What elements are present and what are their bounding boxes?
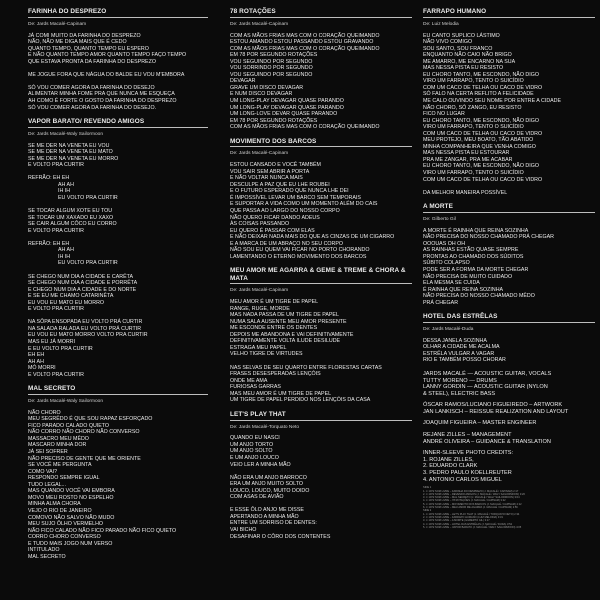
lyrics: [28, 33, 208, 112]
lyric-line: E SE EU ME CHAMO CATARINÊTA: [28, 293, 114, 300]
lyric-line: INTITULADO: [28, 547, 60, 554]
fineprint-line: 1. ℗ 1972 SOM LIVRE – FARINHA DO DESPREZO (J. MACALÉ / CAPINAM) 2:17: [423, 489, 519, 493]
lyric-line: AH AH: [58, 181, 74, 188]
lyric-line: ME CALO OUVINDO SEU NOME POR ENTRE A CIDADE: [423, 97, 562, 104]
title-divider: [28, 17, 208, 18]
lyric-line: AS RAINHAS ESTÃO QUASE SEMPRE: [423, 247, 519, 254]
lyric-line: LAMENTANDO O ETERNO MOVIMENTO DOS BARCOS: [230, 253, 367, 260]
lyric-line: COM UM CACO DE TELHA OU CACO DE VIDRO: [423, 84, 543, 91]
lyric-line: ESTOU CANSADO E VOCÊ TAMBÉM: [230, 162, 321, 169]
lyric-line: DESSA JANELA SOZINHA: [423, 337, 487, 344]
lyric-line: EM 78 POR SEGUNDO ROTAÇÕES: [230, 117, 318, 124]
lyric-line: CORRO CHORO CONVERSO: [28, 534, 101, 541]
lyric-line: UM ANJO TORTO: [230, 441, 274, 448]
lyric-line: VOU SEGUINDO POR SEGUNDO: [230, 58, 313, 65]
lyric-line: MASSACRO MEU MÊDO: [28, 435, 89, 442]
lyric-line: E NUM DISCO DEVAGAR: [230, 91, 293, 98]
lyric-line: IH IH: [58, 188, 71, 195]
credit-line: 4. ANTONIO CARLOS MIGUEL: [423, 476, 502, 483]
lyric-line: SE TOCAR UM XAXADO EU XAXO: [28, 214, 114, 221]
lyric-line: PODE SER A FORMA DA MORTE CHEGAR: [423, 266, 529, 273]
lyric-line: SE VOCÊ ME PERGUNTA: [28, 462, 92, 469]
lyric-line: NÃO FICO CALADO NÃO FICO PARADO NÃO FICO QUIETO: [28, 527, 177, 534]
lyrics: [230, 33, 412, 131]
lyric-line: ESTRÊLA VULGAR A VAGAR: [423, 350, 495, 357]
lyric-line: MINHA ALMA CHORA: [28, 501, 81, 508]
lyric-line: QUE ESTAVA PRONTA DA FARINHA DO DESPREZO: [28, 58, 156, 65]
lyric-line: QUANDO EU NASCI: [230, 435, 280, 442]
lyric-line: E ESSE ÔLO ANJO ME DISSE: [230, 507, 304, 514]
lyrics: [423, 33, 595, 197]
song-title: MAL SECRETO: [28, 385, 76, 393]
lyric-line: ALIMENTAR MINHA FOME PRA QUE NUNCA ME ESQUEÇA: [28, 91, 175, 98]
lyric-line: PRÁ CHEGAR: [423, 299, 459, 306]
lyric-line: MAS MEU AMOR É UM TIGRE DE PAPEL: [230, 390, 332, 397]
title-divider: [230, 17, 412, 18]
lyric-line: JÁ COMI MUITO DA FARINHA DO DESPREZO: [28, 32, 141, 39]
lyric-line: E TUDO MAIS JOGO NUM VERSO: [28, 540, 113, 547]
lyric-line: COM UM CACO DE TELHA OU CACO DE VIDRO: [423, 176, 543, 183]
title-divider: [423, 322, 595, 323]
lyric-line: GRAVE UM DISCO DEVAGAR: [230, 84, 304, 91]
lyric-line: E EU VOLTO PRA CURTIR: [28, 345, 93, 352]
lyric-line: ONDE ME AMA: [230, 377, 268, 384]
song-credit: De: Luiz Melodia: [423, 21, 459, 27]
song-block: [230, 138, 412, 261]
lyric-line: MAS NADA PASSA DE UM TIGRE DE PAPEL: [230, 312, 339, 319]
lyric-line: VOU SORRINDO POR SEGUNDO: [230, 65, 313, 72]
lyric-line: EU VOLTO PRA CURTIR: [58, 194, 118, 201]
lyric-line: E VOLTO PRA CURTIR: [28, 306, 84, 313]
lyric-line: ESTRAGA MEU PAPEL: [230, 344, 287, 351]
lyric-line: SE ME DER NA VENETA EU VOU: [28, 142, 110, 149]
lyric-line: E O FUTURO ESPERADO QUE NUNCA LHE DEI: [230, 188, 349, 195]
credit-line: LANNY GORDIN — ACOUSTIC GUITAR (NYLON: [423, 384, 548, 391]
lyric-line: VEIO LER A MINHA MÃO: [230, 461, 291, 468]
lyric-line: REFRÃO: EH EH: [28, 175, 70, 182]
fineprint-line: 5. ℗ 1972 SOM LIVRE – VAPOR BARATO (J. MACALÉ / WALY SAILORMOON) 4:05: [423, 525, 522, 529]
lyric-line: SE ME DER NA VENETA EU MORRO: [28, 155, 119, 162]
credit-line: 3. PEDRO PAULO KOELLREUTER: [423, 470, 512, 477]
song-title: FARINHA DO DESPREZO: [28, 8, 107, 15]
title-divider: [28, 394, 208, 395]
lyric-line: EM 78 POR SEGUNDO ROTAÇÕES: [230, 52, 318, 59]
lyric-line: ELA MESMA SE CUIDA: [423, 280, 480, 287]
lyric-line: DESCULPE A PAZ QUE EU LHE ROUBEI: [230, 181, 330, 188]
lyric-line: NÃO PRECISA DO NOSSO CHAMADO MÊDO: [423, 293, 535, 300]
lyric-line: VOU SEGUINDO POR SEGUNDO: [230, 71, 313, 78]
lyric-line: COM AS MÃOS FRIAS MAS COM O CORAÇÃO QUEIMANDO: [230, 124, 380, 131]
lyric-line: COM AS MÃOS FRIAS MAS COM O CORAÇÃO QUEIMANDO: [230, 32, 380, 39]
lyric-line: SÓ VOU COMER AGORA DA FARINHA DO DESEJO.: [28, 104, 157, 111]
lyric-line: NÃO, NÃO ME DIGA MAIS QUE É CEDO: [28, 39, 127, 46]
credit-line: INNER-SLEEVE PHOTO CREDITS:: [423, 450, 514, 457]
fineprint-line: 3. ℗ 1972 SOM LIVRE – MAL SECRETO (J. MACALÉ / WALY SAILORMOON) 3:04: [423, 496, 520, 500]
lyric-line: AH AH: [58, 247, 74, 254]
album-credits: [423, 371, 595, 483]
title-divider: [230, 420, 412, 421]
lyric-line: PRONTAS AO CHAMADO DOS SÚDITOS: [423, 253, 524, 260]
lyric-line: EU VOU EU MATO EU MORRO: [28, 299, 105, 306]
lyric-line: EU CHORO TANTO, ME ESCONDO, NÃO DIGO: [423, 71, 539, 78]
lyric-line: EU CANTO SUPLICO LÁSTIMO: [423, 32, 500, 39]
lyric-line: MAS NESSA PISTA EU RESISTO: [423, 65, 504, 72]
lyric-line: EU CHORO TANTO, ME ESCONDO, NÃO DIGO: [423, 117, 539, 124]
lyric-line: FRASES DESESPERADAS LENÇÓIS: [230, 371, 321, 378]
lyric-line: UM ANJO SOLTO: [230, 448, 273, 455]
lyric-line: COM AS MÃOS FRIAS MAS COM O CORAÇÃO QUEIMANDO: [230, 45, 380, 52]
lyrics: [423, 338, 595, 364]
lyric-line: UM LONG-PLAY DEVAGAR QUASE PARANDO: [230, 97, 344, 104]
lyric-line: FICO NO LUGAR: [423, 111, 465, 118]
lyric-line: É IMPOSSÍVEL LEVAR UM BARCO SEM TEMPORAIS: [230, 194, 361, 201]
lyric-line: NÃO PRECISO DE GENTE QUE ME ORIENTE: [28, 455, 141, 462]
lyric-line: NAS SELVAS DE SEU QUARTO ENTRE FLORESTAS CARTAS: [230, 364, 382, 371]
lyric-line: NÃO CHORO: [28, 409, 61, 416]
lyric-line: EU CHORO TANTO, ME ESCONDO, NÃO DIGO: [423, 163, 539, 170]
lyric-line: COMO VAI?: [28, 468, 58, 475]
lyric-line: MAS NESSA PISTA EU ESTOURAR: [423, 150, 510, 157]
lyric-line: É RAINHA QUE REINA SOZINHA: [423, 286, 504, 293]
song-credit: De: Jards Macalé-Capinam: [230, 151, 289, 157]
fineprint-line: SIDE 1: [423, 486, 432, 490]
lyrics: [423, 228, 595, 307]
lyric-line: E UM ANJO LOUCO: [230, 455, 279, 461]
lyric-line: NUMA SALA AUSENTE MEU AMOR PRESENTE: [230, 318, 347, 325]
credit-line: JAN LANKISCH – REISSUE REALIZATION AND LAYOUT: [423, 408, 569, 415]
lyric-line: VIRO UM FARRAPO, TENTO O SUICÍDIO: [423, 78, 524, 85]
lyric-line: PRA ME ZANGAR, PRA ME ACABAR: [423, 156, 513, 163]
lyric-line: MASCARO MINHA DOR: [28, 442, 87, 449]
lyric-line: DEPOIS ME ABANDONA E VAI DEFINITIVAMENTE: [230, 331, 354, 338]
song-block: [423, 203, 595, 306]
lyric-line: SE ME DER NA VENETA EU MATO: [28, 149, 113, 156]
song-credit: De: Jards Macalé-Waly Sailormoon: [28, 398, 103, 404]
lyric-line: UM LONG-LOVE DEVAR QUASE PARANDO: [230, 111, 338, 118]
lyric-line: VAI BICHO: [230, 527, 257, 534]
lyric-line: E NÃO DEIXAR NADA MAIS DO QUE AS CINZAS DE UM CIGARRO: [230, 234, 395, 241]
column-right: [423, 8, 595, 529]
credit-line: JOAQUIM FIGUEIRA – MASTER ENGINEER: [423, 420, 537, 427]
lyric-line: COM UM CACO DE TELHA OU CACO DE VIDRO: [423, 130, 543, 137]
lyrics: [230, 299, 412, 404]
song-credit: De: Jards Macalé-Duda: [423, 326, 474, 332]
lyric-line: EH EH: [28, 352, 45, 359]
song-credit: De: Jards Macalé-Capinam: [230, 21, 289, 27]
lyric-line: E VOLTO PRA CURTIR: [28, 371, 84, 378]
lyric-line: ME JOGUE FORA QUE NÁGUA DO BALDE EU VOU M'EMBORA: [28, 71, 185, 78]
lyric-line: FICO PARADO CALADO QUIETO: [28, 422, 110, 429]
lyric-line: MÓ MORRI: [28, 365, 56, 372]
song-title: HOTEL DAS ESTRÊLAS: [423, 313, 498, 321]
lyric-line: DA MELHOR MANEIRA POSSÍVEL: [423, 189, 508, 196]
lyric-line: ÀS COISAS PASSANDO: [230, 221, 290, 228]
lyric-line: ME ESCONDE ENTRE OS DENTES: [230, 325, 318, 332]
fineprint-line: 3. ℗ 1972 SOM LIVRE – A MORTE (GILBERTO GIL) 3:17: [423, 519, 490, 523]
lyric-line: EU VOLTO PRA CURTIR: [58, 260, 118, 267]
lyric-line: UM TIGRE DE PAPEL PERDIDO NOS LENÇÓIS DA CASA: [230, 397, 371, 404]
lyric-line: NÃO ERA UM ANJO BARROCO: [230, 474, 307, 481]
lyric-line: MEU AMOR É UM TIGRE DE PAPEL: [230, 299, 319, 306]
lyric-line: RESPONDO SEMPRE IGUAL: [28, 475, 100, 482]
lyric-line: NA SÔPA ENSOPADA EU VOLTO PRÁ CURTIR: [28, 319, 143, 326]
song-block: [28, 118, 208, 378]
song-title: MOVIMENTO DOS BARCOS: [230, 137, 317, 145]
lyric-line: EU VOU EU MATO MORRO VOLTO PRA CURTIR: [28, 332, 148, 339]
song-credit: De: Jards Macalé-Capinam: [28, 21, 87, 27]
lyric-line: SE TOCAR ALGUM XOTE EU TOU: [28, 208, 113, 215]
lyric-line: RANGE, RUGE, MORDE: [230, 305, 290, 312]
lyric-line: QUANTO TEMPO, QUANTO TEMPO EU ESPERO: [28, 45, 149, 52]
song-title: MEU AMOR ME AGARRA & GEME & TREME & CHORA & MATA: [230, 267, 406, 282]
lyric-line: NÃO PRECISA DO NOSSO CHAMADO PRÁ CHEGAR: [423, 234, 554, 241]
lyric-line: IH IH: [58, 253, 71, 260]
song-block: [423, 313, 595, 364]
song-block: [423, 8, 595, 196]
song-title: VAPOR BARATO/ REVENDO AMIGOS: [28, 118, 145, 126]
credit-line: 1. ROJANE ZILLES,: [423, 456, 474, 463]
fineprint-line: SIDE 2: [423, 509, 432, 513]
column-middle: [230, 8, 412, 547]
lyric-line: MAS QUANDO VOCÊ VAI EMBORA: [28, 488, 115, 495]
lyric-line: SE CHEGO NUM DIA A CIDADE E CARÊTA: [28, 273, 133, 280]
song-title: FARRAPO HUMANO: [423, 8, 487, 15]
song-block: [230, 411, 412, 540]
song-block: [28, 8, 208, 111]
lyric-line: MAL SECRETO: [28, 553, 66, 560]
lyric-line: MEU PROTEJO, MEU BOATO, TÃO ABATIDO: [423, 137, 534, 144]
lyric-line: TUDO LEGAL...: [28, 481, 66, 488]
title-divider: [230, 146, 412, 147]
lyric-line: AH AH: [28, 358, 44, 365]
lyric-line: SE CAIR ALGUM CÔCO EU CORRO: [28, 221, 117, 228]
lyric-line: COM ASAS DE AVIÃO: [230, 494, 284, 501]
lyric-line: E VOLTO PRA CURTIR: [28, 162, 84, 169]
lyric-line: E VOLTO PRA CURTIR: [28, 227, 84, 234]
lyric-line: SÓ FALO NA CERTA REFLITO A FELICIDADE: [423, 91, 534, 98]
lyric-line: VOU SAIR SEM ABRIR A PORTA: [230, 168, 310, 175]
title-divider: [423, 17, 595, 18]
lyric-line: NÃO PRECISA DE MUITO CUIDADO: [423, 273, 513, 280]
fineprint-line: 5. ℗ 1972 SOM LIVRE – MOVIMENTO DOS BARCOS (J. MACALÉ / CAPINAM) 4:12: [423, 502, 522, 506]
fineprint-line: 6. ℗ 1972 SOM LIVRE – MEU AMOR ME AGARRA (J. MACALÉ / CAPINAM) 2:56: [423, 506, 518, 510]
lyric-line: VELHO TIGRE DE VIRTUDES: [230, 351, 303, 358]
song-title: 78 ROTAÇÕES: [230, 8, 276, 15]
lyric-line: VIRO UM FARRAPO, TENTO O SUICÍDIO: [423, 169, 524, 176]
credit-line: ANDRÉ OLIVEIRA – GUIDANCE & TRANSLATION: [423, 438, 551, 445]
song-credit: De: Gilberto Gil: [423, 216, 456, 222]
song-credit: De: Jards Macalé-Capinam: [230, 288, 289, 294]
lyric-line: OLHAR A CIDADE ME ACALMA: [423, 344, 500, 351]
lyric-line: APERTANDO A MINHA MÃO: [230, 513, 299, 520]
lyric-line: ENTRE UM SORRISO DE DENTES:: [230, 520, 317, 527]
title-divider: [423, 212, 595, 213]
lyric-line: NÃO QUERO FICAR DANDO ADEUS: [230, 214, 320, 221]
lyric-line: ERA UM ANJO MUITO SOLTO: [230, 481, 303, 488]
lyric-line: A MORTE É RAINHA QUE REINA SOZINHA: [423, 227, 529, 234]
column-left: [28, 8, 208, 567]
lyric-line: ESTOU AMANDO ESTOU PASSANDO ESTOU GRAVANDO: [230, 39, 374, 46]
lyric-line: FURIOSAS GARRAS: [230, 384, 281, 391]
lyric-line: RIO E TAMBÉM POSSO CHORAR: [423, 357, 506, 364]
credit-line: JARDS MACALÉ — ACOUSTIC GUITAR, VOCALS: [423, 370, 552, 377]
credit-line: & STEEL), ELECTRIC BASS: [423, 390, 496, 397]
song-title: A MORTE: [423, 203, 453, 211]
lyric-line: NÃO CORRO NÃO CHORO NÃO CONVERSO: [28, 429, 140, 436]
fineprint-line: 2. ℗ 1972 SOM LIVRE – REVENDO AMIGOS (J. MACALÉ / WALY SAILORMOON) 3:20: [423, 492, 525, 496]
track-fineprint: [423, 486, 595, 529]
lyric-line: ENQUANTO NÃO CAIO NÃO BRIGO: [423, 52, 512, 59]
song-credit: De: Jards Macalé-Torquato Neto: [230, 424, 300, 430]
credit-line: REJANE ZILLES – MANAGEMENT: [423, 432, 512, 439]
lyric-line: EU QUERO É PASSAR COM ELAS: [230, 227, 315, 234]
song-title: LET'S PLAY THAT: [230, 410, 286, 418]
song-credit: De: Jards Macalé-Waly Sailormoon: [28, 131, 103, 137]
lyric-line: SOU SANTO, SOU FRANCO: [423, 45, 493, 52]
lyric-line: ME AMARRO, ME ENCARNO NA SUA: [423, 58, 516, 65]
lyric-line: REFRÃO: EH EH: [28, 240, 70, 247]
lyrics: [230, 435, 412, 540]
lyric-line: E NÃO QUANTO TEMPO AMOR QUANTO TEMPO FAÇO TEMPO: [28, 52, 187, 59]
lyric-line: MEU SEGRÊDO É QUE SOU RAPAZ ESFORÇADO: [28, 416, 153, 423]
fineprint-line: 4. ℗ 1972 SOM LIVRE – 78 ROTAÇÕES (J. MACALÉ / CAPINAM) 3:22: [423, 499, 506, 503]
lyric-line: MEU SUJO ÔLHO VERMELHO: [28, 521, 104, 528]
lyric-line: OOOUAS OH OH: [423, 240, 466, 247]
lyric-line: NÃO CHORO, SÓ ZANGO, EU RESISTO: [423, 104, 522, 111]
credit-line: 2. EDUARDO CLARK: [423, 463, 478, 470]
lyric-line: COMOVO NÃO SALVO NÃO MUDO: [28, 514, 115, 521]
credit-line: ÓSCAR RAMOS/LUCIANO FIGUEIREDO – ARTWORK: [423, 402, 563, 409]
lyric-line: E A MARCA DE UM ABRAÇO NO SEU CORPO: [230, 240, 344, 247]
lyric-line: NÃO SOU EU QUEM VAI FICAR NO PORTO CHORANDO: [230, 247, 370, 254]
credit-line: TUTTY MORENO — DRUMS: [423, 377, 497, 384]
fineprint-line: 2. ℗ 1972 SOM LIVRE – FARRAPO HUMANO (LUIZ MELODIA) 3:31: [423, 515, 503, 519]
lyric-line: SE CHEGO NUM DIA A CIDADE E PORRÊTA: [28, 280, 138, 287]
lyric-line: MINHA COMPANHEIRA QUE VENHA COMIGO: [423, 143, 536, 150]
lyric-line: MAS EU JÁ MORRI: [28, 338, 76, 345]
lyric-line: UM LONG-PLAY DEVAGAR QUASE PARANDO: [230, 104, 344, 111]
song-block: [28, 385, 208, 560]
lyrics: [230, 162, 412, 260]
lyric-line: MOVO MEU ROSTO NO ESPELHO: [28, 494, 114, 501]
lyric-line: QUE PASSA AO LARGO DO NOSSO CORPO: [230, 208, 340, 215]
lyric-line: E NÃO VOLTAR NUNCA MAIS: [230, 175, 303, 182]
song-block: [230, 8, 412, 131]
lyrics: [28, 410, 208, 561]
lyric-line: VIRO UM FARRAPO, TENTO O SUICÍDIO: [423, 124, 524, 131]
lyric-line: DEVAGAR: [230, 78, 256, 85]
lyric-line: VEJO O RIO DE JANEIRO: [28, 507, 92, 514]
title-divider: [28, 127, 208, 128]
lyric-line: DESAFINAR O CÔRO DOS CONTENTES: [230, 533, 331, 540]
lyric-line: E CHEGO NUM DIA A CIDADE E DO NORTE: [28, 286, 137, 293]
lyric-line: NÃO VIVO COMIGO: [423, 39, 473, 46]
lyric-line: LOUCO, LOUCO, MUITO DOIDO: [230, 487, 310, 494]
lyric-line: AH COMO É FORTE O GOSTO DA FARINHA DO DESPREZO: [28, 97, 177, 104]
lyric-line: SÓ VOU COMER AGORA DA FARINHA DO DESEJO: [28, 84, 155, 91]
lyric-line: SÚBITO COLAPSO: [423, 260, 470, 267]
lyric-line: E SUPORTAR A VIDA COMO UM MOMENTO ALÉM DO CAIS: [230, 201, 378, 208]
fineprint-line: 4. ℗ 1972 SOM LIVRE – HOTEL DAS ESTRÊLAS (J. MACALÉ / DUDA) 3:52: [423, 522, 513, 526]
lyric-line: DEFINITIVAMENTE VOLTA ILUDE DESILUDE: [230, 338, 341, 345]
lyric-line: JÁ SEI SOFRER: [28, 449, 68, 456]
fineprint-line: 1. ℗ 1972 SOM LIVRE – LET'S PLAY THAT (J. MACALÉ / TORQUATO NETO) 2:34: [423, 512, 520, 516]
song-block: [230, 267, 412, 403]
lyrics: [28, 143, 208, 379]
lyric-line: NA SALADA RALADA EU VOLTO PRÁ CURTIR: [28, 325, 142, 332]
title-divider: [230, 283, 412, 284]
